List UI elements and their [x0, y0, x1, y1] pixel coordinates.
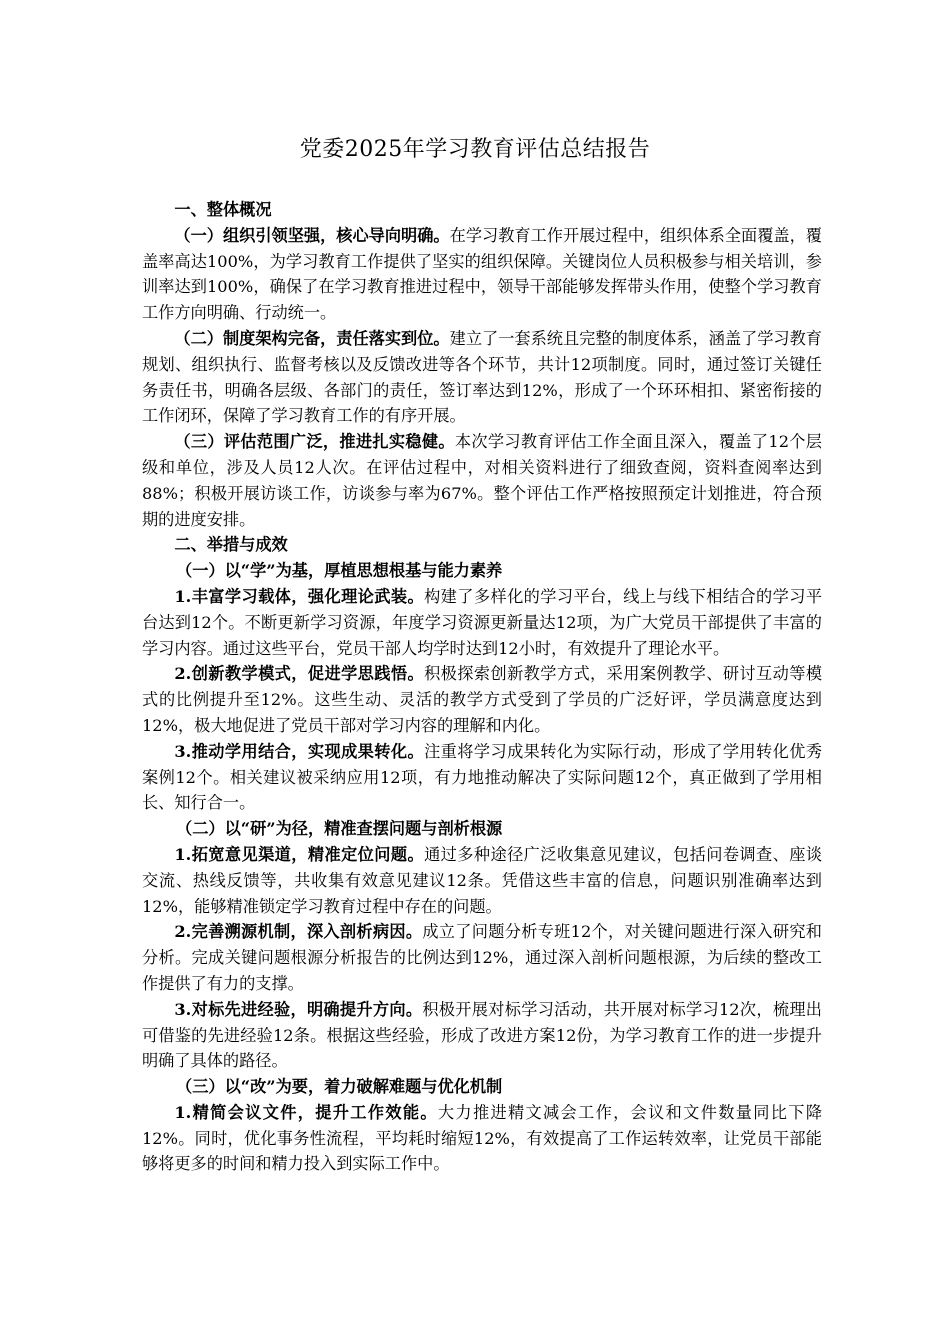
paragraph-lead: 3.对标先进经验，明确提升方向。 [174, 999, 423, 1019]
subsection-heading-reform: （三）以“改”为要，着力破解难题与优化机制 [176, 1077, 503, 1097]
paragraph-lead: 2.完善溯源机制，深入剖析病因。 [174, 922, 423, 942]
paragraph [142, 919, 822, 996]
document-body [142, 197, 822, 1177]
paragraph-text: 通过多种途径广泛收集意见建议，包括问卷调查、座谈交流、热线反馈等，共收集有效意见建议12条。凭借这些丰富的信息，问题识别准确率达到12%，能够精准锁定学习教育过程中存在的问题。 [142, 844, 823, 916]
document-title: 党委2025年学习教育评估总结报告 [299, 137, 651, 162]
paragraph [142, 661, 822, 738]
paragraph-text: 大力推进精文减会工作，会议和文件数量同比下降12%。同时，优化事务性流程，平均耗时缩短12%，有效提高了工作运转效率，让党员干部能够将更多的时间和精力投入到实际工作中。 [142, 1102, 823, 1174]
paragraph [142, 997, 822, 1074]
paragraph-lead: （三）评估范围广泛，推进扎实稳健。 [174, 432, 455, 452]
paragraph-lead: 1.丰富学习载体，强化理论武装。 [174, 586, 425, 606]
paragraph-text: 成立了问题分析专班12个，对关键问题进行深入研究和分析。完成关键问题根源分析报告的比例达到12%，通过深入剖析问题根源，为后续的整改工作提供了有力的支撑。 [142, 922, 822, 993]
paragraph-text: 积极开展对标学习活动，共开展对标学习12次，梳理出可借鉴的先进经验12条。根据这些经验，形成了改进方案12份，为学习教育工作的进一步提升明确了具体的路径。 [142, 999, 822, 1071]
paragraph-lead: 2.创新教学模式，促进学思践悟。 [174, 664, 425, 684]
subsection-heading-research: （二）以“研”为径，精准查摆问题与剖析根源 [176, 819, 503, 839]
paragraph-text: 注重将学习成果转化为实际行动，形成了学用转化优秀案例12个。相关建议被采纳应用12项，有力地推动解决了实际问题12个，真正做到了学用相长、知行合一。 [142, 741, 823, 813]
paragraph-lead: （一）组织引领坚强，核心导向明确。 [174, 225, 450, 245]
paragraph [142, 739, 822, 816]
paragraph-lead: 3.推动学用结合，实现成果转化。 [174, 741, 425, 761]
paragraph [142, 326, 822, 429]
section-heading-overview: 一、整体概况 [174, 200, 272, 219]
paragraph [142, 1100, 822, 1177]
paragraph-lead: （二）制度架构完备，责任落实到位。 [174, 328, 450, 348]
paragraph-text: 本次学习教育评估工作全面且深入，覆盖了12个层级和单位，涉及人员12人次。在评估过程中，对相关资料进行了细致查阅，资料查阅率达到88%；积极开展访谈工作，访谈参与率为67%。整个评估工作严格按照预定计划推进，符合预期的进度安排。 [142, 432, 822, 529]
paragraph-text: 在学习教育工作开展过程中，组织体系全面覆盖，覆盖率高达100%，为学习教育工作提供了坚实的组织保障。关键岗位人员积极参与相关培训，参训率达到100%，确保了在学习教育推进过程中，领导干部能够发挥带头作用，使整个学习教育工作方向明确、行动统一。 [142, 225, 822, 323]
paragraph [142, 429, 822, 532]
section-heading-measures: 二、举措与成效 [174, 535, 288, 555]
paragraph-text: 构建了多样化的学习平台，线上与线下相结合的学习平台达到12个。不断更新学习资源，年度学习资源更新量达12项，为广大党员干部提供了丰富的学习内容。通过这些平台，党员干部人均学时达到12小时，有效提升了理论水平。 [142, 586, 823, 658]
paragraph [142, 584, 822, 661]
paragraph-lead: 1.拓宽意见渠道，精准定位问题。 [174, 844, 425, 864]
paragraph [142, 842, 822, 919]
paragraph-text: 建立了一套系统且完整的制度体系，涵盖了学习教育规划、组织执行、监督考核以及反馈改进等各个环节，共计12项制度。同时，通过签订关键任务责任书，明确各层级、各部门的责任，签订率达到12%，形成了一个环环相扣、紧密衔接的工作闭环，保障了学习教育工作的有序开展。 [142, 328, 822, 426]
subsection-heading-study: （一）以“学”为基，厚植思想根基与能力素养 [176, 561, 503, 581]
paragraph [142, 223, 822, 326]
paragraph-text: 积极探索创新教学方式，采用案例教学、研讨互动等模式的比例提升至12%。这些生动、灵活的教学方式受到了学员的广泛好评，学员满意度达到12%，极大地促进了党员干部对学习内容的理解和内化。 [142, 664, 823, 735]
paragraph-lead: 1.精简会议文件，提升工作效能。 [174, 1102, 438, 1122]
